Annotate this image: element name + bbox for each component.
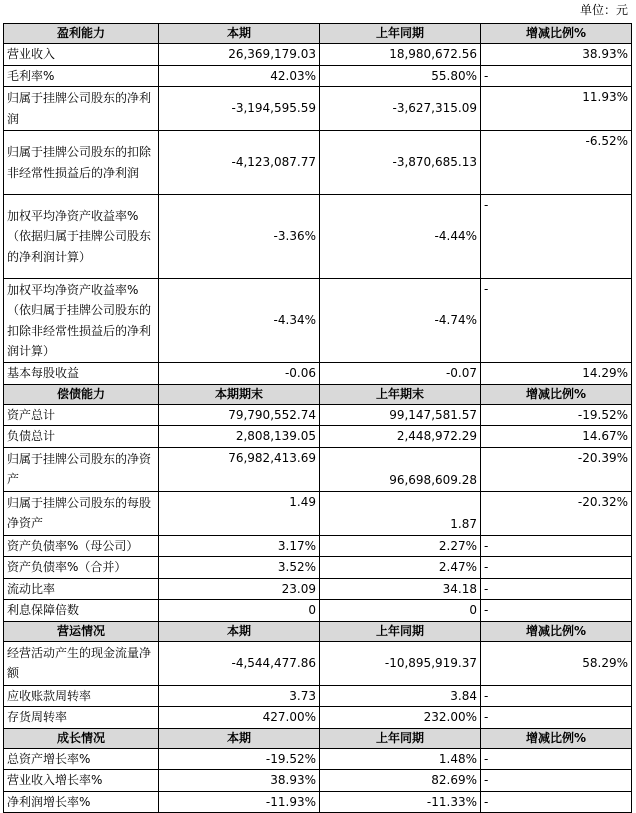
change-value: -: [481, 65, 632, 87]
table-row: [4, 87, 632, 131]
row-label: 利息保障倍数: [4, 600, 159, 622]
row-label: 存货周转率: [4, 707, 159, 729]
change-value: 14.67%: [481, 426, 632, 448]
header-cell: 增减比例%: [481, 621, 632, 641]
table-row: [4, 404, 632, 426]
change-value: 11.93%: [481, 87, 632, 131]
current-value: -4,123,087.77: [159, 131, 320, 195]
header-cell: 偿债能力: [4, 384, 159, 404]
current-value: -3,194,595.59: [159, 87, 320, 131]
row-label: 经营活动产生的现金流量净额: [4, 641, 159, 685]
table-row: [4, 557, 632, 579]
current-value: 2,808,139.05: [159, 426, 320, 448]
change-value: -20.32%: [481, 491, 632, 535]
prior-value: 96,698,609.28: [320, 447, 481, 491]
change-value: -: [481, 578, 632, 600]
header-cell: 本期期末: [159, 384, 320, 404]
current-value: -19.52%: [159, 748, 320, 770]
row-label: 应收账款周转率: [4, 685, 159, 707]
current-value: 38.93%: [159, 770, 320, 792]
change-value: -6.52%: [481, 131, 632, 195]
table-row: [4, 363, 632, 385]
section-header-growth: [4, 728, 632, 748]
row-label: 归属于挂牌公司股东的净资产: [4, 447, 159, 491]
row-label: 归属于挂牌公司股东的净利润: [4, 87, 159, 131]
prior-value: 2.27%: [320, 535, 481, 557]
current-value: 3.17%: [159, 535, 320, 557]
table-row: [4, 195, 632, 279]
row-label: 资产负债率%（合并）: [4, 557, 159, 579]
change-value: 38.93%: [481, 44, 632, 66]
change-value: -: [481, 557, 632, 579]
current-value: 3.73: [159, 685, 320, 707]
header-cell: 本期: [159, 728, 320, 748]
header-cell: 增减比例%: [481, 384, 632, 404]
change-value: 58.29%: [481, 641, 632, 685]
change-value: -: [481, 279, 632, 363]
prior-value: -3,627,315.09: [320, 87, 481, 131]
header-cell: 上年同期: [320, 621, 481, 641]
row-label: 归属于挂牌公司股东的每股净资产: [4, 491, 159, 535]
row-label: 负债总计: [4, 426, 159, 448]
current-value: -0.06: [159, 363, 320, 385]
table-row: [4, 447, 632, 491]
prior-value: -0.07: [320, 363, 481, 385]
table-row: [4, 748, 632, 770]
table-row: [4, 65, 632, 87]
row-label: 基本每股收益: [4, 363, 159, 385]
prior-value: -11.33%: [320, 791, 481, 813]
table-row: [4, 770, 632, 792]
current-value: 26,369,179.03: [159, 44, 320, 66]
table-row: [4, 44, 632, 66]
prior-value: 232.00%: [320, 707, 481, 729]
section-header-operations: [4, 621, 632, 641]
prior-value: 99,147,581.57: [320, 404, 481, 426]
current-value: 0: [159, 600, 320, 622]
change-value: -: [481, 707, 632, 729]
change-value: -: [481, 535, 632, 557]
prior-value: 34.18: [320, 578, 481, 600]
prior-value: 1.87: [320, 491, 481, 535]
row-label: 毛利率%: [4, 65, 159, 87]
change-value: -: [481, 770, 632, 792]
table-row: [4, 600, 632, 622]
header-cell: 营运情况: [4, 621, 159, 641]
prior-value: 0: [320, 600, 481, 622]
prior-value: -3,870,685.13: [320, 131, 481, 195]
section-header-profitability: [4, 24, 632, 44]
change-value: -20.39%: [481, 447, 632, 491]
table-row: [4, 491, 632, 535]
header-cell: 本期: [159, 24, 320, 44]
table-row: [4, 535, 632, 557]
prior-value: 2.47%: [320, 557, 481, 579]
change-value: -: [481, 685, 632, 707]
table-row: [4, 791, 632, 813]
table-row: [4, 707, 632, 729]
current-value: -11.93%: [159, 791, 320, 813]
header-cell: 上年期末: [320, 384, 481, 404]
prior-value: 82.69%: [320, 770, 481, 792]
header-cell: 增减比例%: [481, 728, 632, 748]
change-value: -: [481, 791, 632, 813]
table-row: [4, 685, 632, 707]
change-value: -: [481, 600, 632, 622]
prior-value: 55.80%: [320, 65, 481, 87]
table-row: [4, 279, 632, 363]
change-value: 14.29%: [481, 363, 632, 385]
current-value: 23.09: [159, 578, 320, 600]
row-label: 营业收入: [4, 44, 159, 66]
current-value: -4,544,477.86: [159, 641, 320, 685]
prior-value: 2,448,972.29: [320, 426, 481, 448]
header-cell: 上年同期: [320, 24, 481, 44]
table-row: [4, 131, 632, 195]
row-label: 营业收入增长率%: [4, 770, 159, 792]
row-label: 总资产增长率%: [4, 748, 159, 770]
row-label: 加权平均净资产收益率%（依归属于挂牌公司股东的扣除非经常性损益后的净利润计算）: [4, 279, 159, 363]
header-cell: 上年同期: [320, 728, 481, 748]
current-value: 76,982,413.69: [159, 447, 320, 491]
row-label: 归属于挂牌公司股东的扣除非经常性损益后的净利润: [4, 131, 159, 195]
prior-value: -4.44%: [320, 195, 481, 279]
row-label: 资产总计: [4, 404, 159, 426]
current-value: 79,790,552.74: [159, 404, 320, 426]
prior-value: 3.84: [320, 685, 481, 707]
prior-value: 18,980,672.56: [320, 44, 481, 66]
current-value: 1.49: [159, 491, 320, 535]
row-label: 加权平均净资产收益率%（依据归属于挂牌公司股东的净利润计算）: [4, 195, 159, 279]
header-cell: 盈利能力: [4, 24, 159, 44]
header-cell: 增减比例%: [481, 24, 632, 44]
current-value: 427.00%: [159, 707, 320, 729]
prior-value: -4.74%: [320, 279, 481, 363]
current-value: -3.36%: [159, 195, 320, 279]
section-header-solvency: [4, 384, 632, 404]
change-value: -: [481, 748, 632, 770]
header-cell: 本期: [159, 621, 320, 641]
table-row: [4, 578, 632, 600]
table-row: [4, 426, 632, 448]
row-label: 流动比率: [4, 578, 159, 600]
current-value: -4.34%: [159, 279, 320, 363]
current-value: 42.03%: [159, 65, 320, 87]
change-value: -: [481, 195, 632, 279]
row-label: 净利润增长率%: [4, 791, 159, 813]
financial-indicators-table: [3, 23, 632, 813]
prior-value: 1.48%: [320, 748, 481, 770]
current-value: 3.52%: [159, 557, 320, 579]
change-value: -19.52%: [481, 404, 632, 426]
table-row: [4, 641, 632, 685]
unit-note: 单位：元: [579, 3, 628, 17]
header-cell: 成长情况: [4, 728, 159, 748]
prior-value: -10,895,919.37: [320, 641, 481, 685]
row-label: 资产负债率%（母公司）: [4, 535, 159, 557]
